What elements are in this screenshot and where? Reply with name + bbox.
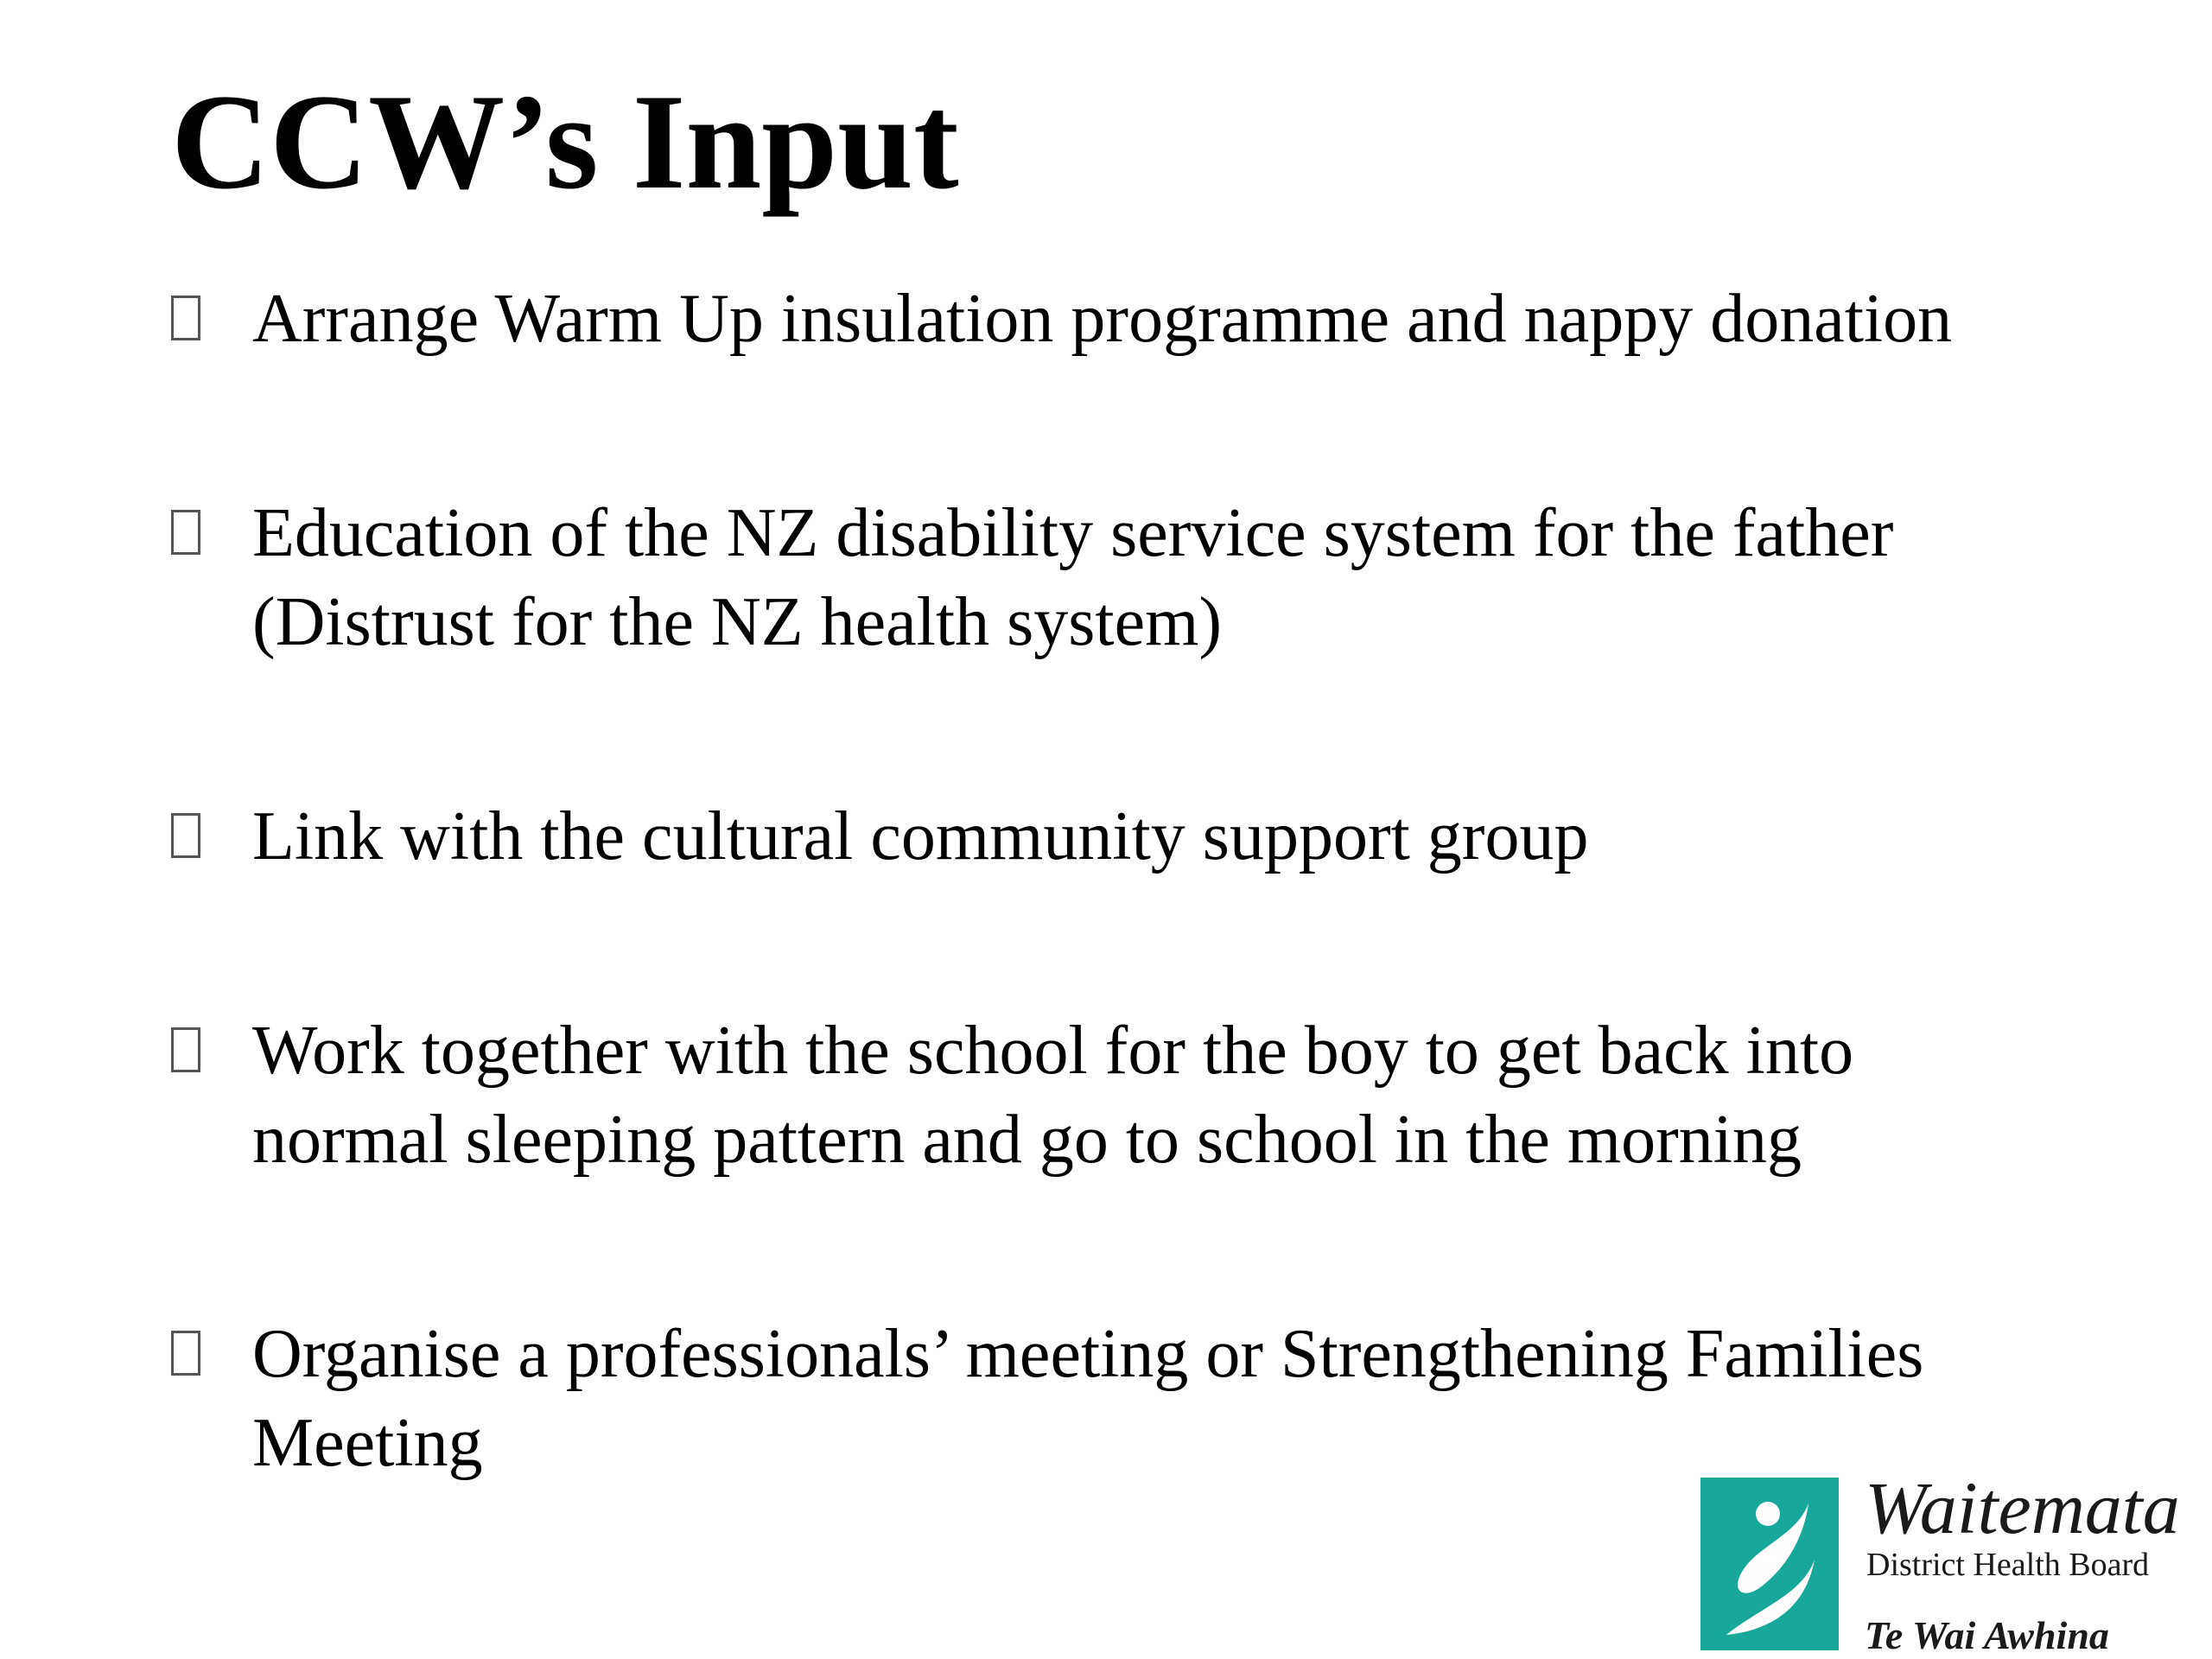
square-bullet-icon: [171, 1331, 200, 1376]
square-bullet-icon: [171, 813, 200, 858]
square-bullet-icon: [171, 296, 200, 340]
square-bullet-icon: [171, 1027, 200, 1072]
bullet-text: Work together with the school for the boy to get back into normal sleeping pattern and go to school in the morning: [252, 1013, 1854, 1178]
bullet-text: Education of the NZ disability service system for the father (Distrust for the NZ health system): [252, 495, 1894, 660]
logo-subtitle: District Health Board: [1866, 1547, 2150, 1583]
logo-maori-name: Te Wai Awhina: [1865, 1613, 2109, 1657]
waitemata-logo-icon: [1700, 1478, 1839, 1650]
bullet-item: [171, 792, 2158, 881]
square-bullet-icon: [171, 510, 200, 555]
bullet-item: [171, 1007, 2158, 1185]
bullet-item: [171, 275, 2158, 364]
bullet-text: Link with the cultural community support group: [252, 798, 1589, 874]
bullet-item: [171, 1310, 2158, 1488]
logo-name: Waitemata: [1865, 1466, 2180, 1549]
waitemata-dhb-logo: [1700, 1466, 2184, 1659]
slide-title: CCW’s Input: [171, 67, 959, 218]
bullet-item: [171, 489, 2158, 667]
bullet-text: Organise a professionals’ meeting or Strengthening Families Meeting: [252, 1316, 1924, 1481]
bullet-text: Arrange Warm Up insulation programme and nappy donation: [252, 281, 1953, 357]
bullet-list: [171, 275, 2158, 1488]
